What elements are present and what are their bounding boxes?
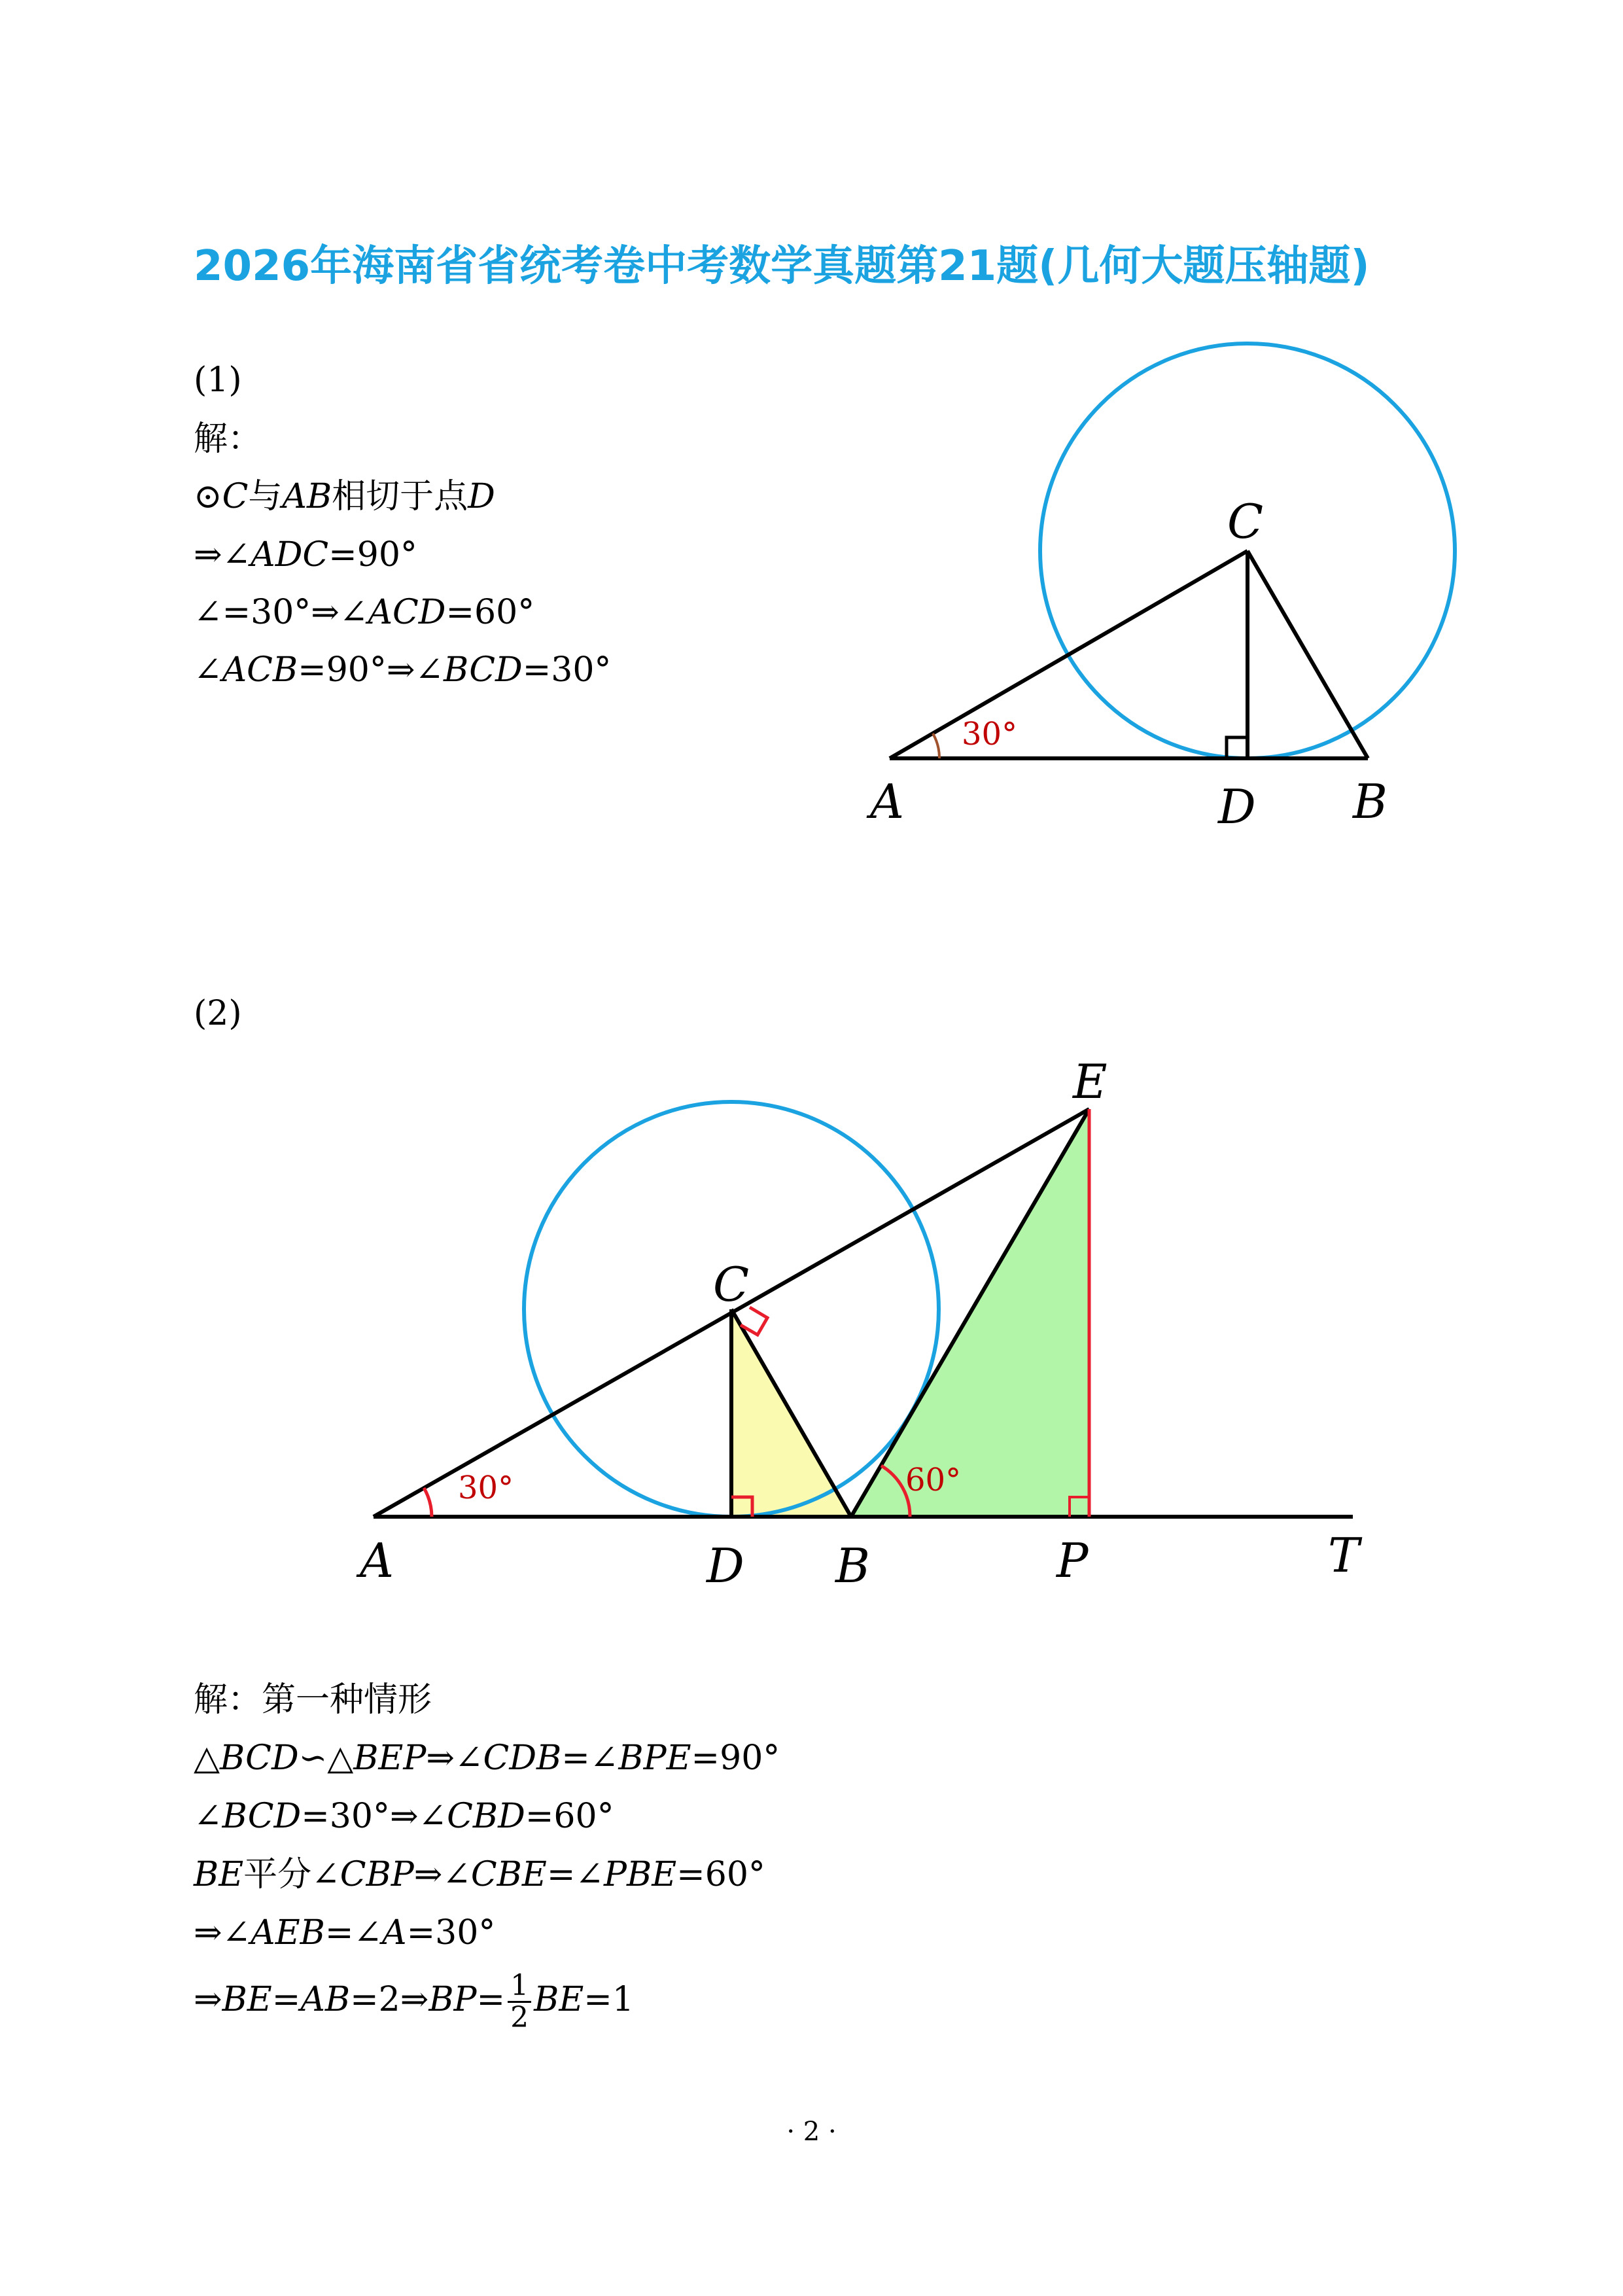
page-title: 2026年海南省省统考卷中考数学真题第21题(几何大题压轴题) <box>194 242 1370 291</box>
part2-line-3: BE平分∠CBP⇒∠CBE=∠PBE=60° <box>194 1855 765 1894</box>
figure2-label-e: E <box>1073 1054 1108 1109</box>
figure1-label-b: B <box>1353 774 1387 829</box>
part2-line-1: △BCD∽△BEP⇒∠CDB=∠BPE=90° <box>194 1739 780 1778</box>
part1-line-3: ∠=30°⇒∠ACD=60° <box>194 593 535 632</box>
part2-solution-heading: 解：第一种情形 <box>194 1680 432 1720</box>
figure1-label-c: C <box>1227 494 1264 549</box>
figure2-angle-a-label: 30° <box>458 1470 514 1506</box>
figure1-right-angle-mark <box>1227 737 1248 758</box>
figure-1 <box>866 344 1455 834</box>
part1-line-1: ⊙C与AB相切于点D <box>194 477 495 516</box>
part1-line-4: ∠ACB=90°⇒∠BCD=30° <box>194 650 612 690</box>
figure2-label-c: C <box>713 1257 750 1312</box>
part2-label: (2) <box>194 994 242 1033</box>
figure2-label-p: P <box>1056 1533 1089 1588</box>
figure2-angle-b-label: 60° <box>905 1462 962 1498</box>
figure2-label-a: A <box>360 1533 394 1588</box>
part1-line-2: ⇒∠ADC=90° <box>194 535 417 574</box>
part2-line-4: ⇒∠AEB=∠A=30° <box>194 1913 496 1952</box>
figure1-segment-cb <box>1248 551 1368 758</box>
part2-line-2: ∠BCD=30°⇒∠CBD=60° <box>194 1797 614 1836</box>
figure1-segment-ac <box>890 551 1248 758</box>
figure1-angle-a-arc <box>933 733 939 758</box>
figure-2 <box>356 1054 1363 1593</box>
fraction-one-half: $\frac{1}{2}$ <box>508 1971 531 2033</box>
figure2-label-t: T <box>1328 1528 1360 1583</box>
figure1-angle-a-label: 30° <box>962 716 1018 752</box>
figure1-label-d: D <box>1218 779 1256 834</box>
figure2-label-b: B <box>835 1538 870 1593</box>
figure1-label-a: A <box>870 774 904 829</box>
figure2-label-d: D <box>707 1538 744 1593</box>
figure2-angle-a-arc <box>424 1488 432 1517</box>
part1-label: (1) <box>194 361 242 400</box>
part2-line-5: ⇒BE=AB=2⇒BP= $\frac{1}{2}$ BE=1 <box>194 1969 634 2035</box>
part1-solution-heading: 解： <box>194 419 262 459</box>
page-number: · 2 · <box>786 2117 837 2147</box>
